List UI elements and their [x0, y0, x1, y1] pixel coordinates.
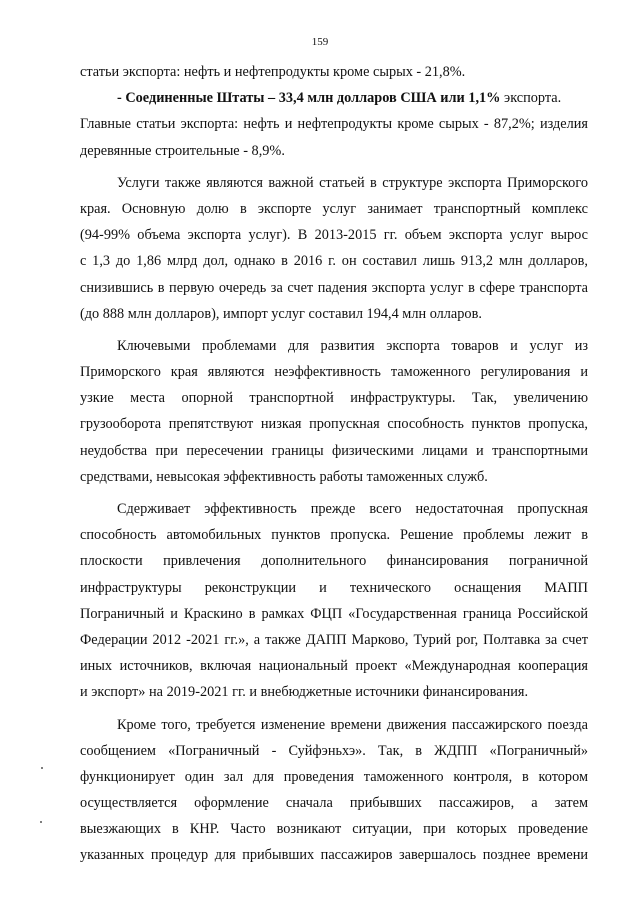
paragraph [80, 85, 588, 164]
bold-text: - Соединенные Штаты – 33,4 млн долларов США или 1,1% [117, 90, 501, 107]
text-line: узкие места опорной транспортной инфраструктуры. Так, увеличению [80, 390, 588, 407]
text-line: с 1,3 до 1,86 млрд дол, однако в 2016 г. он составил лишь 913,2 млн долларов, [80, 253, 588, 270]
text-line: и экспорт» на 2019-2021 гг. и внебюджетные источники финансирования. [80, 684, 529, 701]
text-line: сообщением «Пограничный - Суйфэньхэ». Так, в ЖДПП «Пограничный» [80, 742, 588, 759]
text-line: (до 888 млн долларов), импорт услуг составил 194,4 млн олларов. [80, 305, 482, 322]
text-line: деревянные строительные - 8,9%. [80, 142, 285, 159]
text-segment: экспорта. [500, 90, 562, 107]
paragraph [80, 59, 588, 85]
text-line [80, 85, 588, 111]
text-line: функционирует один зал для проведения таможенного контроля, в котором [80, 768, 588, 785]
text-line: статьи экспорта: нефть и нефтепродукты кроме сырых - 21,8%. [80, 64, 466, 80]
text-line: инфраструктуры реконструкции и технического оснащения МАПП [80, 579, 588, 596]
text-line: плоскости привлечения дополнительного финансирования пограничной [80, 553, 588, 570]
paragraph [80, 333, 588, 490]
paragraph [80, 496, 588, 706]
text-line: указанных процедур для прибывших пассажиров завершалось позднее времени [80, 847, 588, 864]
text-line: Главные статьи экспорта: нефть и нефтепродукты кроме сырых - 87,2%; изделия [80, 116, 588, 133]
text-line: Пограничный и Краскино в рамках ФЦП «Государственная граница Российской [80, 605, 588, 622]
text-line: иных источников, включая национальный проект «Международная кооперация [80, 658, 588, 675]
paragraph [80, 170, 588, 327]
text-line: грузооборота препятствуют низкая пропускная способность пунктов пропуска, [80, 416, 588, 433]
text-line: Приморского края являются неэффективность таможенного регулирования и [80, 364, 588, 381]
text-line: Ключевыми проблемами для развития экспорта товаров и услуг из [117, 337, 588, 354]
text-line: способность автомобильных пунктов пропуска. Решение проблемы лежит в [80, 527, 588, 544]
scan-speck [40, 821, 42, 823]
text-line: средствами, невысокая эффективность работы таможенных служб. [80, 468, 488, 485]
paragraph [80, 712, 588, 869]
text-line: снизившись в первую очередь за счет падения экспорта услуг в сфере транспорта [80, 279, 588, 296]
page-number: 159 [311, 36, 329, 48]
scan-speck [41, 767, 43, 769]
text-line: неудобства при пересечении границы физическими лицами и транспортными [80, 442, 588, 459]
text-line: Федерации 2012 -2021 гг.», а также ДАПП Марково, Турий рог, Полтавка за счет [80, 631, 588, 648]
text-line: Услуги также являются важной статьей в структуре экспорта Приморского [117, 174, 588, 191]
text-line: (94-99% объема экспорта услуг). В 2013-2015 гг. объем экспорта услуг вырос [80, 227, 588, 244]
text-line: края. Основную долю в экспорте услуг занимает транспортный комплекс [80, 200, 588, 217]
text-line: осуществляется оформление сначала прибывших пассажиров, а затем [80, 795, 588, 812]
page-body [80, 59, 588, 869]
text-line: выезжающих в КНР. Часто возникают ситуации, при которых проведение [80, 821, 588, 838]
text-line: Сдерживает эффективность прежде всего недостаточная пропускная [117, 501, 588, 517]
text-line: Кроме того, требуется изменение времени движения пассажирского поезда [117, 716, 588, 733]
